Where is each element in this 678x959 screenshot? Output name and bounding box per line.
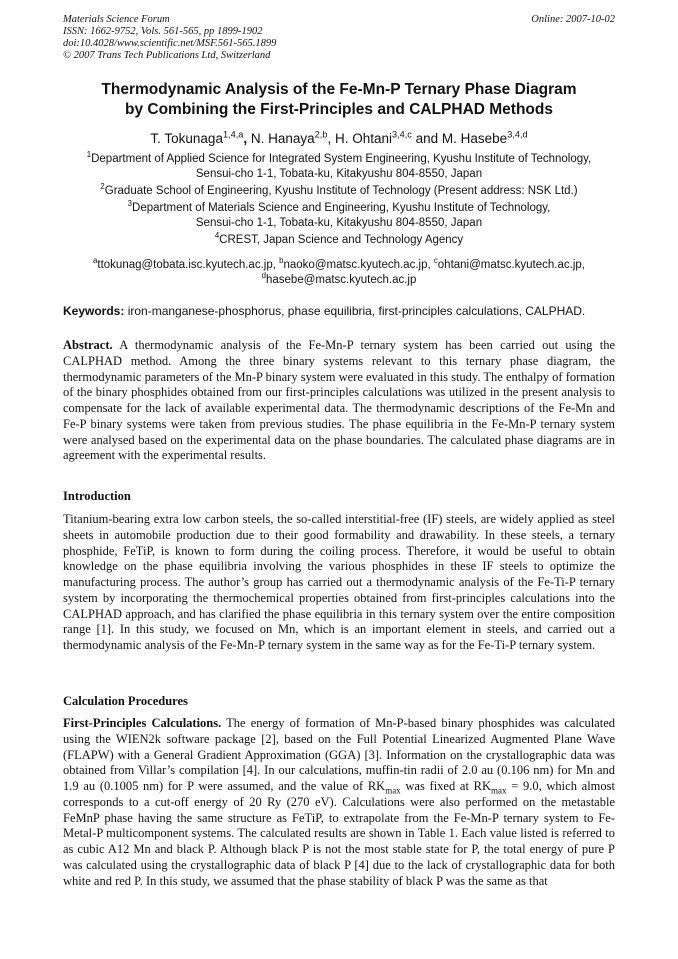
calculation-text-c: = 9.0, which almost corresponds to a cut-off energy of 20 Ry (270 eV). Calculations were also performed on the metastable FeMnP phase having the same structure as FeTiP, to extrapolate from the Fe-Mn-P ternary system to Fe-Metal-P multicomponent systems. The calculated results are shown in Table 1. Each value listed is referred to as cubic A12 Mn and black P. Although black P is not the most stable state for P, the total energy of pure P was calculated using the crystallographic data of black P [4] due to the lack of crystallographic data for both white and red P. In this study, we assumed that the phase stability of black P was the same as that bbox=[63, 779, 615, 888]
author-name: H. Ohtani bbox=[334, 131, 392, 146]
calculation-lead: First-Principles Calculations. bbox=[63, 716, 222, 730]
rk-max-subscript: max bbox=[491, 785, 507, 796]
affiliation-number: 3 bbox=[127, 199, 133, 209]
affiliation-line: Department of Materials Science and Engineering, Kyushu Institute of Technology, bbox=[132, 202, 551, 214]
title-line-2: by Combining the First-Principles and CALPHAD Methods bbox=[125, 101, 553, 118]
author-superscript: 1,4,a bbox=[222, 129, 244, 140]
affiliation-2 bbox=[40, 184, 638, 199]
affiliation-number: 2 bbox=[100, 182, 105, 192]
affiliation-address: Sensui-cho 1-1, Tobata-ku, Kitakyushu 804-8550, Japan bbox=[195, 168, 483, 180]
affiliation-number: 1 bbox=[86, 150, 92, 160]
author-separator: , bbox=[327, 131, 335, 146]
affiliation-line: Graduate School of Engineering, Kyushu Institute of Technology (Present address: NSK Ltd.) bbox=[104, 185, 578, 197]
paper-title bbox=[40, 80, 638, 120]
title-line-1: Thermodynamic Analysis of the Fe-Mn-P Ternary Phase Diagram bbox=[101, 81, 577, 98]
affiliation-address: Sensui-cho 1-1, Tobata-ku, Kitakyushu 804-8550, Japan bbox=[195, 217, 483, 229]
keywords-label: Keywords: bbox=[63, 304, 125, 318]
email-list bbox=[40, 258, 638, 288]
author-superscript: 2,b bbox=[314, 129, 328, 140]
affiliations bbox=[40, 152, 638, 250]
abstract-label: Abstract. bbox=[63, 338, 113, 352]
journal-copyright: © 2007 Trans Tech Publications Ltd, Switzerland bbox=[63, 50, 271, 61]
email-superscript: d bbox=[261, 271, 266, 281]
calculation-text-b: was fixed at RK bbox=[400, 779, 491, 793]
email-a[interactable]: ttokunag@tobata.isc.kyutech.ac.jp, bbox=[97, 259, 276, 271]
author-name: M. Hasebe bbox=[441, 131, 508, 146]
affiliation-line: Department of Applied Science for Integrated System Engineering, Kyushu Institute of Technology, bbox=[91, 153, 592, 165]
calculation-heading: Calculation Procedures bbox=[63, 694, 188, 708]
email-b[interactable]: naoko@matsc.kyutech.ac.jp, bbox=[283, 259, 431, 271]
author-separator: , bbox=[243, 131, 251, 146]
affiliation-1 bbox=[40, 152, 638, 182]
journal-doi: doi:10.4028/www.scientific.net/MSF.561-565.1899 bbox=[63, 38, 277, 49]
author-superscript: 3,4,d bbox=[507, 129, 528, 140]
email-d[interactable]: hasebe@matsc.kyutech.ac.jp bbox=[265, 274, 417, 286]
journal-name: Materials Science Forum bbox=[63, 14, 170, 25]
introduction-heading: Introduction bbox=[63, 489, 131, 503]
email-superscript: b bbox=[279, 256, 284, 266]
calculation-text-a: The energy of formation of Mn-P-based binary phosphides was calculated using the WIEN2k software package [2], based on the Full Potential Linearized Augmented Plane Wave (FLAPW) with a General Gradient Approximation (GGA) [3]. Information on the crystallographic data was obtained from Villar’s compilation [4]. In our calculations, muffin-tin radii of 2.0 au (0.106 nm) for Mn and 1.9 au (0.1005 nm) for P were assumed, and the value of RK bbox=[63, 716, 615, 793]
journal-header bbox=[63, 14, 615, 62]
affiliation-3 bbox=[40, 201, 638, 231]
email-superscript: c bbox=[433, 256, 438, 266]
affiliation-line: CREST, Japan Science and Technology Agency bbox=[219, 234, 464, 246]
author-name: N. Hanaya bbox=[250, 131, 315, 146]
email-c[interactable]: ohtani@matsc.kyutech.ac.jp, bbox=[437, 259, 585, 271]
introduction-text: Titanium-bearing extra low carbon steels, the so-called interstitial-free (IF) steels, are widely applied as steel sheets in automobile production due to their good formability and drawability. In these steels, a ternary phosphide, FeTiP, is known to form during the coiling process. Therefore, it would be useful to obtain knowledge on the phase equilibria involving the various phosphides in these IF steels to optimize the manufacturing process. The author’s group has carried out a thermodynamic analysis of the Fe-Ti-P ternary system by incorporating the thermochemical properties obtained from first-principles calculations into the CALPHAD approach, and has clarified the phase equilibria in this ternary system over the entire composition range [1]. In this study, we focused on Mn, which is an important element in steels, and carried out a thermodynamic analysis of the Fe-Mn-P ternary system in the same way as for the Fe-Ti-P ternary system. bbox=[63, 512, 615, 652]
author-list bbox=[40, 130, 638, 148]
keywords bbox=[63, 303, 623, 319]
email-superscript: a bbox=[93, 256, 98, 266]
keywords-text: iron-manganese-phosphorus, phase equilibria, first-principles calculations, CALPHAD. bbox=[127, 304, 586, 318]
journal-issn: ISSN: 1662-9752, Vols. 561-565, pp 1899-1902 bbox=[63, 26, 263, 37]
author-superscript: 3,4,c bbox=[391, 129, 412, 140]
abstract-text: A thermodynamic analysis of the Fe-Mn-P ternary system has been carried out using the CALPHAD method. Among the three binary systems relevant to this ternary phase diagram, the thermodynamic parameters of the Mn-P binary system were evaluated in this study. The enthalpy of formation of the binary phosphides obtained from our first-principles calculations was utilized in the present analysis to compensate for the lack of available experimental data. The thermodynamic descriptions of the Fe-Mn and Fe-P binary systems were taken from previous studies. The phase equilibria in the Fe-Mn-P ternary system were analysed based on the experimental data on the phase boundaries. The calculated phase diagrams are in agreement with the experimental results. bbox=[63, 338, 616, 463]
online-date: Online: 2007-10-02 bbox=[531, 14, 615, 25]
author-separator: and bbox=[411, 131, 442, 146]
calculation-text bbox=[63, 716, 615, 889]
rk-max-subscript: max bbox=[385, 785, 401, 796]
affiliation-4 bbox=[40, 233, 638, 248]
abstract bbox=[63, 338, 615, 464]
affiliation-number: 4 bbox=[214, 231, 220, 241]
author-name: T. Tokunaga bbox=[150, 131, 223, 146]
